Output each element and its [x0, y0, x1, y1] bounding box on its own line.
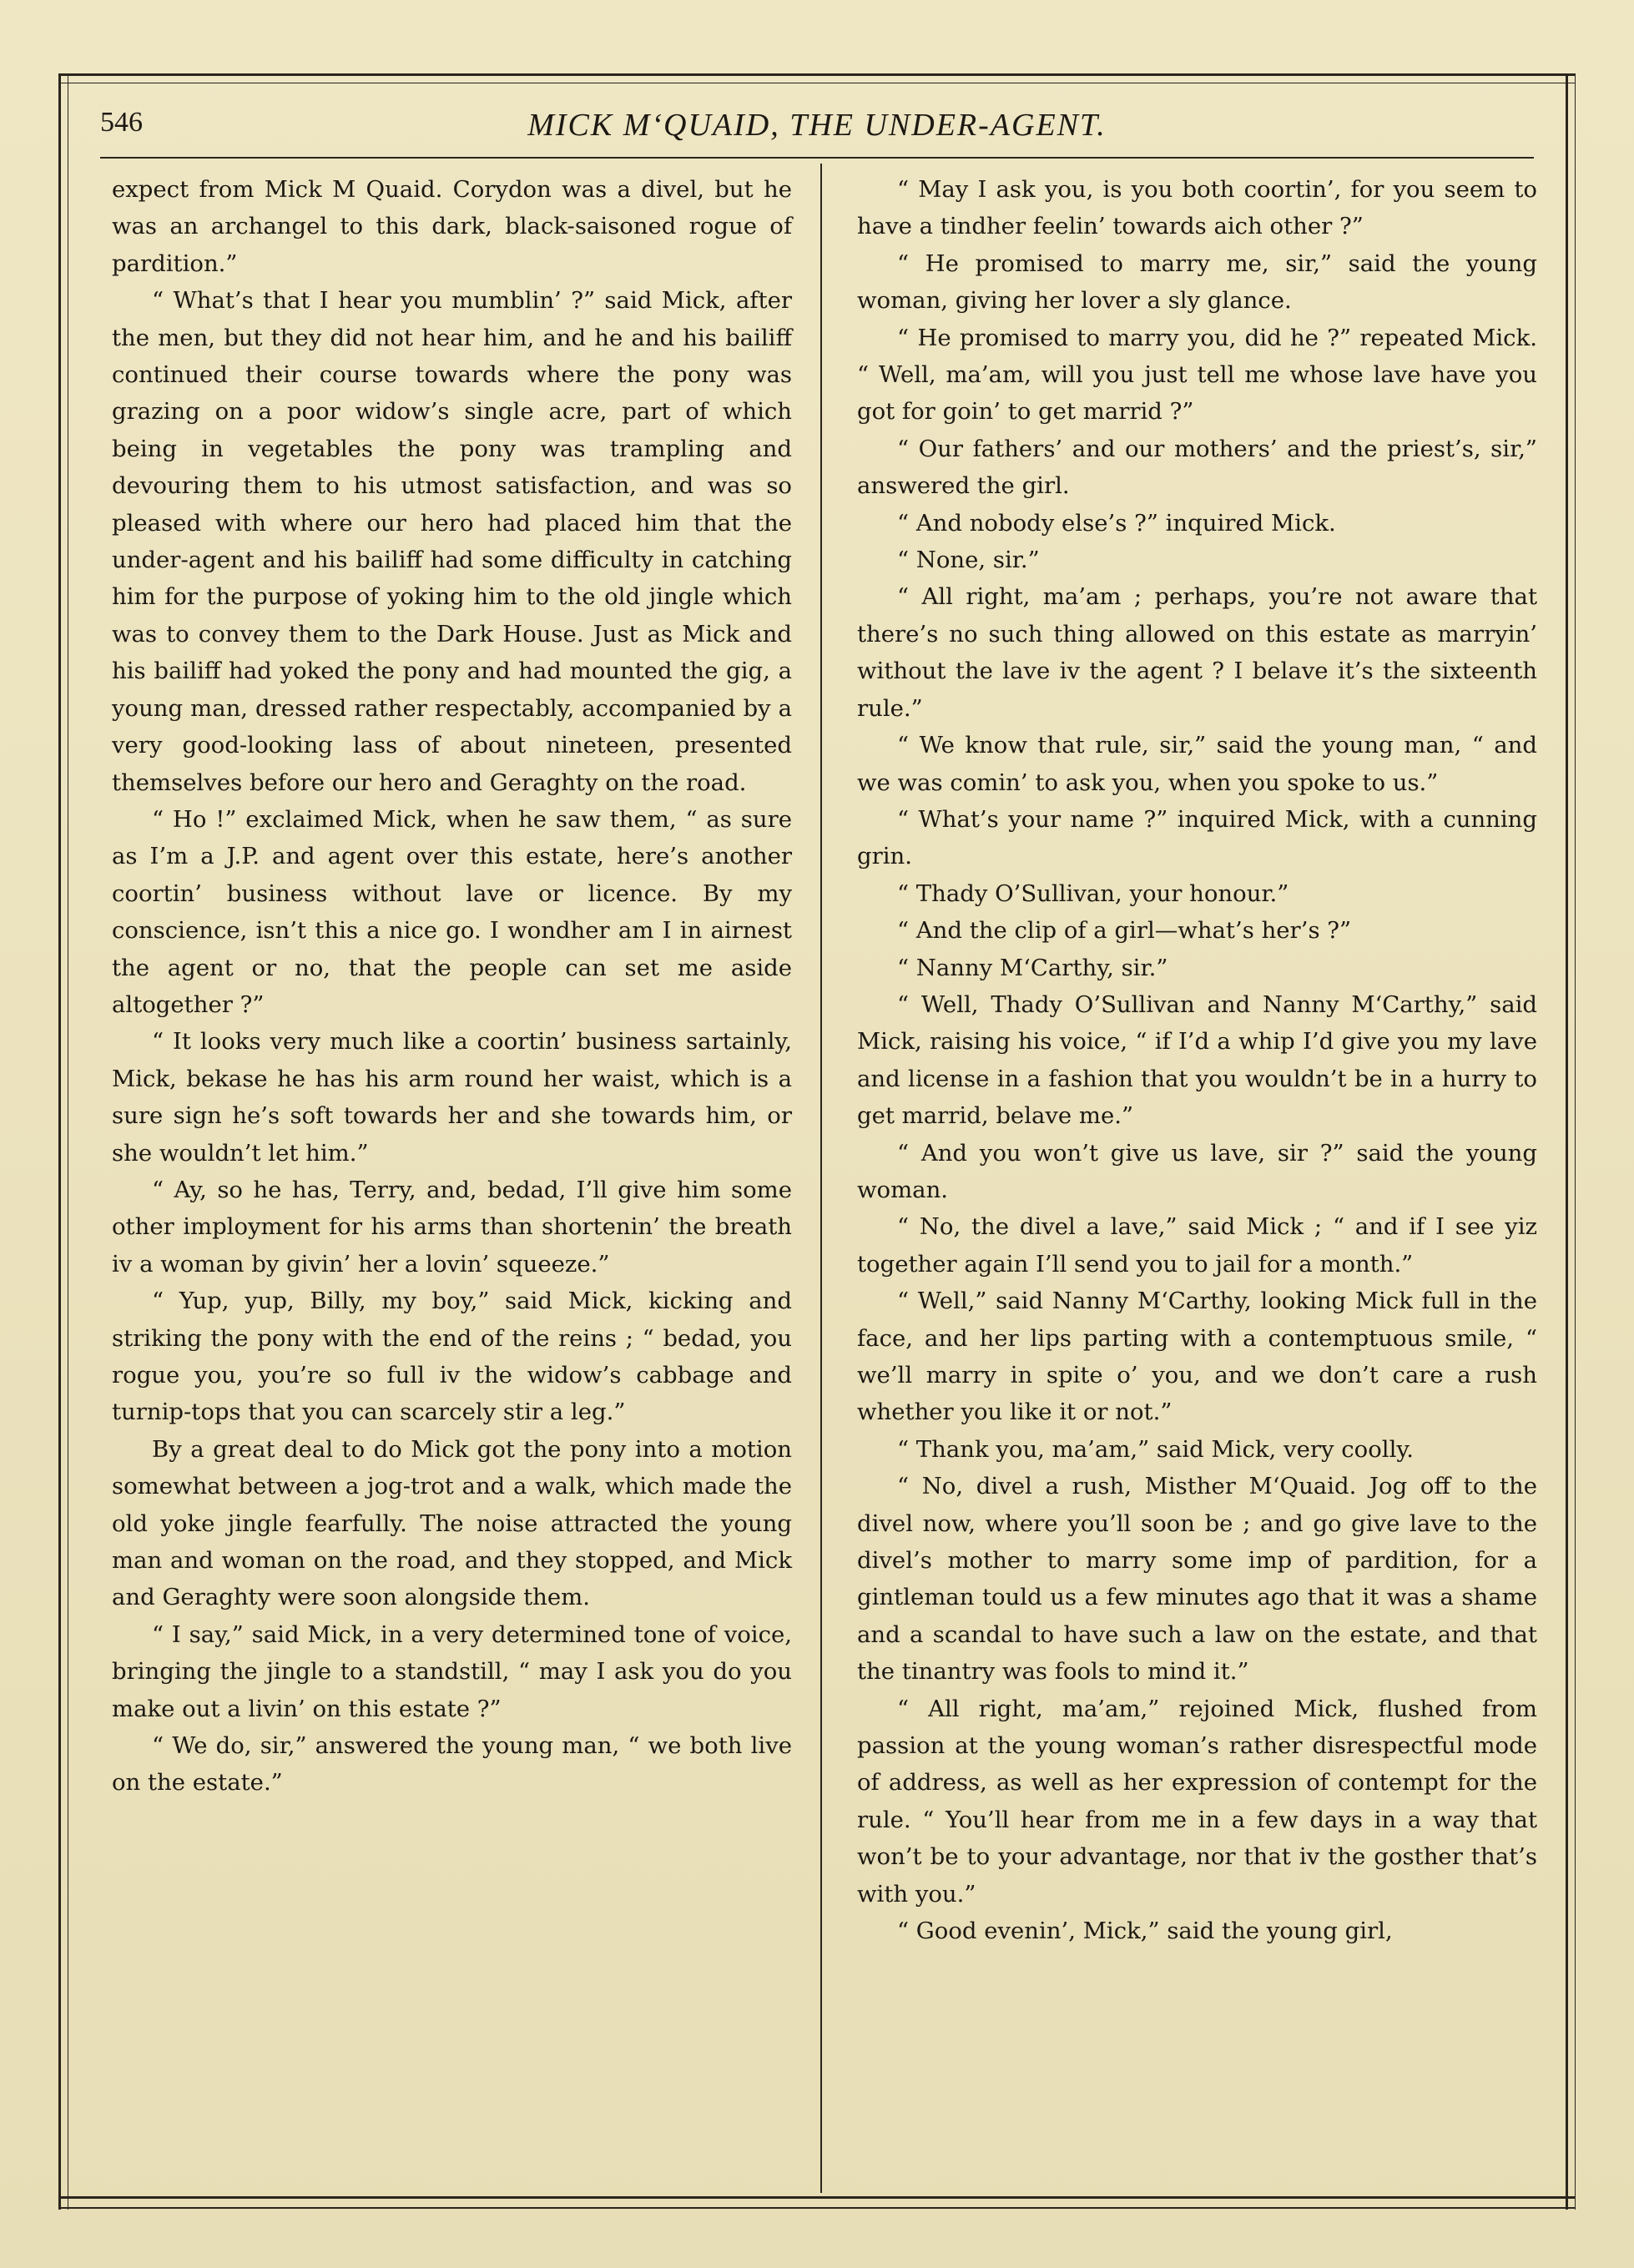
paragraph: “ And the clip of a girl—what’s her’s ?” [897, 917, 1352, 945]
paragraph: “ What’s that I hear you mumblin’ ?” said Mick, after the men, but they did not hear him, and he and his bailiff continued their course towards where the pony was grazing on a poor widow’s single acre, part of which being in vegetables the pony was trampling and devouring them to his utmost satisfaction, and was so pleased with where our hero had placed him that the under-agent and his bailiff had some difficulty in catching him for the purpose of yoking him to the old jingle which was to convey them to the Dark House. Just as Mick and his bailiff had yoked the pony and had mounted the gig, a young man, dressed rather respectably, accompanied by a very good-looking lass of about nineteen, presented themselves before our hero and Geraghty on the road. [112, 287, 792, 796]
paragraph: “ Ho !” exclaimed Mick, when he saw them, “ as sure as I’m a J.P. and agent over this estate, here’s another coortin’ business without lave or licence. By my conscience, isn’t this a nice go. I wondher am I in airnest the agent or no, that the people can set me aside altogether ?” [112, 805, 792, 1018]
page-number: 546 [100, 107, 143, 138]
paragraph: “ I say,” said Mick, in a very determined tone of voice, bringing the jingle to a standstill, “ may I ask you do you make out a livin’ on this estate ?” [112, 1620, 792, 1722]
header-rule [100, 157, 1534, 159]
paragraph: “ Ay, so he has, Terry, and, bedad, I’ll give him some other imployment for his arms than shortenin’ the breath iv a woman by givin’ her a lovin’ squeeze.” [112, 1176, 792, 1278]
top-border-rule [58, 73, 1576, 83]
right-border-rule [1566, 73, 1576, 2210]
paragraph: “ And you won’t give us lave, sir ?” said the young woman. [857, 1139, 1537, 1203]
paragraph: “ And nobody else’s ?” inquired Mick. [897, 509, 1336, 537]
paragraph: “ May I ask you, is you both coortin’, for you seem to have a tindher feelin’ towards aich other ?” [857, 176, 1537, 240]
paragraph: “ Nanny M‘Carthy, sir.” [897, 954, 1168, 981]
paragraph: “ It looks very much like a coortin’ business sartainly, Mick, bekase he has his arm round her waist, which is a sure sign he’s soft towards her and she towards him, or she wouldn’t let him.” [112, 1028, 792, 1167]
right-column [857, 171, 1537, 1950]
paragraph: “ He promised to marry you, did he ?” repeated Mick. “ Well, ma’am, will you just tell me whose lave have you got for goin’ to get marrid ?” [857, 324, 1537, 426]
paragraph: “ Well, Thady O’Sullivan and Nanny M‘Carthy,” said Mick, raising his voice, “ if I’d a whip I’d give you my lave and license in a fashion that you wouldn’t be in a hurry to get marrid, belave me.” [857, 990, 1537, 1130]
paragraph: “ Thank you, ma’am,” said Mick, very coolly. [897, 1435, 1414, 1463]
paragraph: “ He promised to marry me, sir,” said the young woman, giving her lover a sly glance. [857, 249, 1537, 315]
paragraph: “ None, sir.” [897, 547, 1040, 574]
running-title: MICK M‘QUAID, THE UNDER-AGENT. [527, 108, 1107, 143]
paragraph: “ All right, ma’am ; perhaps, you’re not aware that there’s no such thing allowed on this estate as marryin’ without the lave iv the agent ? I belave it’s the sixteenth rule.” [857, 583, 1537, 722]
paragraph: “ Well,” said Nanny M‘Carthy, looking Mick full in the face, and her lips parting with a contemptuous smile, “ we’ll marry in spite o’ you, and we don’t care a rush whether you like it or not.” [857, 1288, 1537, 1426]
paragraph: “ Our fathers’ and our mothers’ and the priest’s, sir,” answered the girl. [857, 435, 1537, 500]
paragraph: “ We know that rule, sir,” said the young man, “ and we was comin’ to ask you, when you spoke to us.” [857, 732, 1537, 796]
paragraph: “ We do, sir,” answered the young man, “ we both live on the estate.” [112, 1732, 792, 1797]
paragraph: “ What’s your name ?” inquired Mick, with a cunning grin. [857, 805, 1537, 870]
paragraph: “ No, divel a rush, Misther M‘Quaid. Jog off to the divel now, where you’ll soon be ; and go give lave to the divel’s mother to marry some imp of pardition, for a gintleman tould us a few minutes ago that it was a shame and a scandal to have such a law on the estate, and that the tinantry was fools to mind it.” [857, 1473, 1537, 1686]
paragraph: “ No, the divel a lave,” said Mick ; “ and if I see yiz together again I’ll send you to jail for a month.” [857, 1213, 1537, 1278]
paragraph: By a great deal to do Mick got the pony into a motion somewhat between a jog-trot and a walk, which made the old yoke jingle fearfully. The noise attracted the young man and woman on the road, and they stopped, and Mick and Geraghty were soon alongside them. [112, 1435, 792, 1611]
paragraph: “ Good evenin’, Mick,” said the young girl, [897, 1918, 1393, 1945]
bottom-border-rule [58, 2196, 1576, 2209]
column-divider [820, 164, 822, 2193]
paragraph: expect from Mick M Quaid. Corydon was a divel, but he was an archangel to this dark, black-saisoned rogue of pardition.” [112, 176, 792, 277]
paragraph: “ Thady O’Sullivan, your honour.” [897, 879, 1289, 907]
left-border-rule [58, 73, 68, 2210]
page-header [100, 98, 1534, 149]
paragraph: “ Yup, yup, Billy, my boy,” said Mick, kicking and striking the pony with the end of the reins ; “ bedad, you rogue you, you’re so full iv the widow’s cabbage and turnip-tops that you can scarcely stir a leg.” [112, 1288, 792, 1426]
left-column [112, 171, 792, 1802]
paragraph: “ All right, ma’am,” rejoined Mick, flushed from passion at the young woman’s rather disrespectful mode of address, as well as her expression of contempt for the rule. “ You’ll hear from me in a few days in a way that won’t be to your advantage, nor that iv the gosther that’s with you.” [857, 1695, 1537, 1908]
